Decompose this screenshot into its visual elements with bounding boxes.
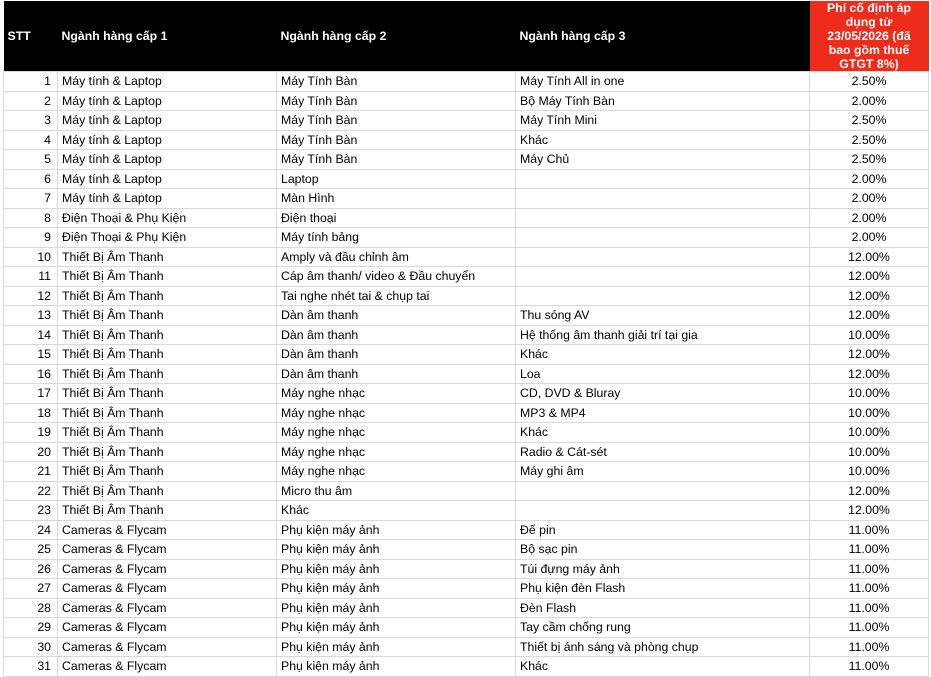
cell-level1[interactable]: Thiết Bị Âm Thanh [58,325,277,345]
cell-level2[interactable]: Phụ kiện máy ảnh [277,657,516,677]
cell-level1[interactable]: Máy tính & Laptop [58,91,277,111]
cell-stt[interactable]: 2 [4,91,58,111]
cell-level3[interactable]: CD, DVD & Bluray [516,384,810,404]
cell-stt[interactable]: 18 [4,403,58,423]
cell-level1[interactable]: Cameras & Flycam [58,618,277,638]
cell-level3[interactable]: Bộ sạc pin [516,540,810,560]
cell-fee[interactable]: 10.00% [810,462,929,482]
cell-fee[interactable]: 12.00% [810,267,929,287]
table-body [4,72,929,677]
cell-level2[interactable]: Máy Tính Bàn [277,91,516,111]
cell-level2[interactable]: Máy nghe nhạc [277,403,516,423]
cell-level1[interactable]: Cameras & Flycam [58,637,277,657]
header-level2: Ngành hàng cấp 2 [277,1,516,72]
table-header [4,1,929,72]
cell-level3[interactable]: Radio & Cát-sét [516,442,810,462]
cell-stt[interactable]: 20 [4,442,58,462]
cell-stt[interactable]: 3 [4,111,58,131]
cell-level2[interactable]: Máy nghe nhạc [277,462,516,482]
cell-stt[interactable]: 7 [4,189,58,209]
header-level1: Ngành hàng cấp 1 [58,1,277,72]
table-row[interactable] [4,423,929,443]
table-row[interactable] [4,384,929,404]
table-row[interactable] [4,306,929,326]
cell-level2[interactable]: Cáp âm thanh/ video & Đầu chuyển [277,267,516,287]
cell-stt[interactable]: 29 [4,618,58,638]
cell-level3[interactable]: Máy Tính Mini [516,111,810,131]
table-row[interactable] [4,364,929,384]
table-row[interactable] [4,579,929,599]
cell-fee[interactable]: 11.00% [810,637,929,657]
cell-level2[interactable]: Dàn âm thanh [277,306,516,326]
cell-fee[interactable]: 12.00% [810,306,929,326]
cell-level2[interactable]: Tai nghe nhét tai & chụp tai [277,286,516,306]
cell-stt[interactable]: 15 [4,345,58,365]
table-row[interactable] [4,267,929,287]
cell-stt[interactable]: 31 [4,657,58,677]
cell-stt[interactable]: 27 [4,579,58,599]
cell-level2[interactable]: Màn Hình [277,189,516,209]
header-fee: Phí cố định áp dụng từ 23/05/2026 (đã bao gồm thuế GTGT 8%) [810,1,929,72]
cell-fee[interactable]: 2.50% [810,130,929,150]
cell-level3[interactable]: Khác [516,345,810,365]
cell-level1[interactable]: Thiết Bị Âm Thanh [58,345,277,365]
cell-stt[interactable]: 21 [4,462,58,482]
cell-level3[interactable]: Máy ghi âm [516,462,810,482]
cell-stt[interactable]: 1 [4,72,58,92]
cell-fee[interactable]: 11.00% [810,559,929,579]
cell-level3[interactable] [516,189,810,209]
cell-level2[interactable]: Phụ kiện máy ảnh [277,540,516,560]
cell-fee[interactable]: 2.50% [810,111,929,131]
table-row[interactable] [4,286,929,306]
cell-stt[interactable]: 26 [4,559,58,579]
cell-level2[interactable]: Khác [277,501,516,521]
table-row[interactable] [4,150,929,170]
cell-stt[interactable]: 24 [4,520,58,540]
cell-fee[interactable]: 12.00% [810,345,929,365]
cell-level1[interactable]: Thiết Bị Âm Thanh [58,364,277,384]
cell-level1[interactable]: Cameras & Flycam [58,598,277,618]
cell-fee[interactable]: 12.00% [810,286,929,306]
cell-level1[interactable]: Cameras & Flycam [58,540,277,560]
cell-fee[interactable]: 2.00% [810,91,929,111]
cell-fee[interactable]: 10.00% [810,325,929,345]
cell-level2[interactable]: Máy nghe nhạc [277,442,516,462]
table-row[interactable] [4,72,929,92]
cell-level3[interactable] [516,501,810,521]
cell-fee[interactable]: 12.00% [810,364,929,384]
table-row[interactable] [4,189,929,209]
cell-level1[interactable]: Thiết Bị Âm Thanh [58,403,277,423]
cell-level3[interactable] [516,208,810,228]
cell-level1[interactable]: Thiết Bị Âm Thanh [58,384,277,404]
cell-level3[interactable]: Đèn Flash [516,598,810,618]
cell-level1[interactable]: Thiết Bị Âm Thanh [58,247,277,267]
cell-level3[interactable]: Tay cầm chống rung [516,618,810,638]
cell-level1[interactable]: Thiết Bị Âm Thanh [58,442,277,462]
cell-level2[interactable]: Phụ kiện máy ảnh [277,559,516,579]
cell-stt[interactable]: 23 [4,501,58,521]
cell-level3[interactable]: Bộ Máy Tính Bàn [516,91,810,111]
cell-fee[interactable]: 10.00% [810,442,929,462]
table-row[interactable] [4,598,929,618]
cell-level2[interactable]: Máy Tính Bàn [277,130,516,150]
cell-level1[interactable]: Máy tính & Laptop [58,189,277,209]
table-row[interactable] [4,481,929,501]
cell-stt[interactable]: 4 [4,130,58,150]
cell-fee[interactable]: 12.00% [810,501,929,521]
cell-stt[interactable]: 6 [4,169,58,189]
table-row[interactable] [4,657,929,677]
cell-level1[interactable]: Thiết Bị Âm Thanh [58,501,277,521]
cell-fee[interactable]: 2.00% [810,189,929,209]
cell-stt[interactable]: 16 [4,364,58,384]
cell-level3[interactable] [516,228,810,248]
cell-level1[interactable]: Thiết Bị Âm Thanh [58,462,277,482]
cell-fee[interactable]: 11.00% [810,598,929,618]
table-row[interactable] [4,637,929,657]
cell-level2[interactable]: Dàn âm thanh [277,325,516,345]
cell-fee[interactable]: 10.00% [810,384,929,404]
table-row[interactable] [4,228,929,248]
cell-level2[interactable]: Máy Tính Bàn [277,111,516,131]
cell-stt[interactable]: 28 [4,598,58,618]
cell-fee[interactable]: 2.50% [810,72,929,92]
cell-level3[interactable] [516,267,810,287]
cell-level3[interactable]: Loa [516,364,810,384]
cell-level3[interactable]: Máy Tính All in one [516,72,810,92]
cell-level1[interactable]: Thiết Bị Âm Thanh [58,267,277,287]
fee-table-sheet [3,1,928,677]
cell-fee[interactable]: 10.00% [810,423,929,443]
cell-level2[interactable]: Máy Tính Bàn [277,72,516,92]
cell-fee[interactable]: 2.00% [810,228,929,248]
cell-level2[interactable]: Máy Tính Bàn [277,150,516,170]
fee-table [3,1,929,677]
cell-fee[interactable]: 11.00% [810,540,929,560]
cell-level1[interactable]: Cameras & Flycam [58,559,277,579]
table-row[interactable] [4,540,929,560]
cell-fee[interactable]: 10.00% [810,403,929,423]
table-row[interactable] [4,520,929,540]
cell-level3[interactable]: Khác [516,423,810,443]
cell-level3[interactable]: Hệ thống âm thanh giải trí tại gia [516,325,810,345]
table-row[interactable] [4,130,929,150]
table-row[interactable] [4,169,929,189]
cell-fee[interactable]: 12.00% [810,247,929,267]
cell-level2[interactable]: Phụ kiện máy ảnh [277,520,516,540]
cell-level1[interactable]: Điện Thoại & Phụ Kiện [58,228,277,248]
cell-level3[interactable] [516,247,810,267]
table-row[interactable] [4,345,929,365]
cell-fee[interactable]: 11.00% [810,618,929,638]
cell-level3[interactable]: Thiết bị ánh sáng và phòng chụp [516,637,810,657]
cell-level1[interactable]: Cameras & Flycam [58,520,277,540]
header-level3: Ngành hàng cấp 3 [516,1,810,72]
cell-stt[interactable]: 14 [4,325,58,345]
cell-level2[interactable]: Điện thoại [277,208,516,228]
cell-level1[interactable]: Thiết Bị Âm Thanh [58,306,277,326]
cell-level2[interactable]: Amply và đầu chỉnh âm [277,247,516,267]
cell-level2[interactable]: Phụ kiện máy ảnh [277,598,516,618]
cell-level3[interactable]: MP3 & MP4 [516,403,810,423]
cell-stt[interactable]: 19 [4,423,58,443]
cell-fee[interactable]: 11.00% [810,520,929,540]
table-row[interactable] [4,325,929,345]
cell-stt[interactable]: 10 [4,247,58,267]
cell-level2[interactable]: Micro thu âm [277,481,516,501]
cell-level2[interactable]: Laptop [277,169,516,189]
cell-level1[interactable]: Máy tính & Laptop [58,111,277,131]
cell-fee[interactable]: 2.50% [810,150,929,170]
table-row[interactable] [4,247,929,267]
cell-level2[interactable]: Máy tính bảng [277,228,516,248]
cell-fee[interactable]: 11.00% [810,657,929,677]
cell-level2[interactable]: Phụ kiện máy ảnh [277,637,516,657]
cell-stt[interactable]: 8 [4,208,58,228]
cell-stt[interactable]: 30 [4,637,58,657]
cell-level3[interactable] [516,286,810,306]
table-row[interactable] [4,618,929,638]
cell-level1[interactable]: Cameras & Flycam [58,657,277,677]
table-row[interactable] [4,442,929,462]
cell-level3[interactable]: Máy Chủ [516,150,810,170]
cell-stt[interactable]: 11 [4,267,58,287]
cell-level1[interactable]: Cameras & Flycam [58,579,277,599]
cell-level1[interactable]: Thiết Bị Âm Thanh [58,481,277,501]
cell-level3[interactable]: Khác [516,657,810,677]
table-row[interactable] [4,403,929,423]
cell-stt[interactable]: 13 [4,306,58,326]
cell-level3[interactable]: Thu sóng AV [516,306,810,326]
cell-level1[interactable]: Máy tính & Laptop [58,72,277,92]
cell-level1[interactable]: Thiết Bị Âm Thanh [58,423,277,443]
cell-fee[interactable]: 12.00% [810,481,929,501]
table-row[interactable] [4,501,929,521]
cell-level1[interactable]: Máy tính & Laptop [58,169,277,189]
header-row [4,1,929,72]
cell-level2[interactable]: Máy nghe nhạc [277,423,516,443]
table-row[interactable] [4,462,929,482]
table-row[interactable] [4,111,929,131]
cell-level1[interactable]: Thiết Bị Âm Thanh [58,286,277,306]
cell-stt[interactable]: 17 [4,384,58,404]
table-row[interactable] [4,559,929,579]
cell-fee[interactable]: 2.00% [810,169,929,189]
table-row[interactable] [4,208,929,228]
cell-stt[interactable]: 5 [4,150,58,170]
cell-level3[interactable] [516,481,810,501]
cell-level2[interactable]: Dàn âm thanh [277,364,516,384]
cell-level2[interactable]: Dàn âm thanh [277,345,516,365]
cell-stt[interactable]: 22 [4,481,58,501]
cell-level1[interactable]: Máy tính & Laptop [58,130,277,150]
cell-stt[interactable]: 12 [4,286,58,306]
cell-level2[interactable]: Máy nghe nhạc [277,384,516,404]
cell-level3[interactable]: Khác [516,130,810,150]
cell-fee[interactable]: 2.00% [810,208,929,228]
cell-level1[interactable]: Điện Thoại & Phụ Kiện [58,208,277,228]
cell-level2[interactable]: Phụ kiện máy ảnh [277,618,516,638]
table-row[interactable] [4,91,929,111]
cell-stt[interactable]: 25 [4,540,58,560]
cell-level3[interactable]: Túi đựng máy ảnh [516,559,810,579]
cell-stt[interactable]: 9 [4,228,58,248]
header-stt: STT [4,1,58,72]
cell-level1[interactable]: Máy tính & Laptop [58,150,277,170]
cell-level3[interactable] [516,169,810,189]
cell-fee[interactable]: 11.00% [810,579,929,599]
cell-level2[interactable]: Phụ kiện máy ảnh [277,579,516,599]
cell-level3[interactable]: Phụ kiện đèn Flash [516,579,810,599]
cell-level3[interactable]: Đế pin [516,520,810,540]
